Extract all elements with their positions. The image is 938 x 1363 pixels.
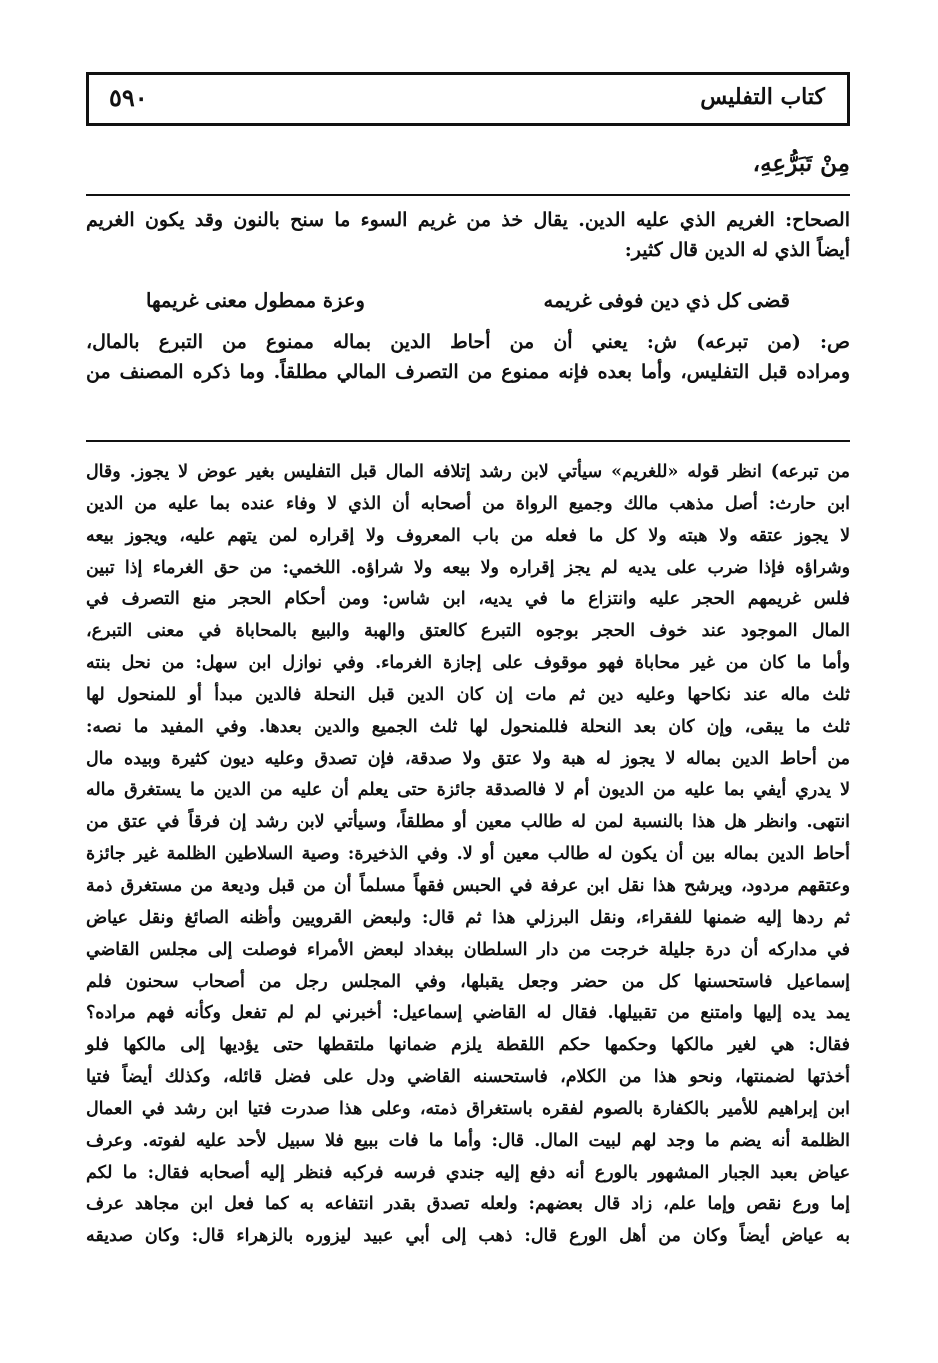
commentary-line: وأما ما كان من غير محاباة فهو موقوف على إجازة الغرماء. وفي نوازل ابن سهل: من نحل بنته	[86, 653, 850, 674]
commentary-line: إسماعيل فاستحسنها كل من حضر وجعل يقبلها، وفي المجلس رجل من أصحاب سحنون فلم	[86, 971, 850, 992]
commentary-line: فلس غريمهم الحجر عليه وانتزاع ما في يديه، ابن شاس: ومن أحكام الحجر منع التصرف في	[86, 589, 850, 610]
commentary-line: وشراؤه فإذا ضرب على يديه لم يجز إقراره ولا بيعه ولا شراؤه. اللخمي: من حق الغرماء إذا تبين	[86, 557, 850, 578]
commentary-line: المال الموجود عند خوف الحجر بوجوه التبرع كالعتق والهبة والبيع بالمحاباة في معنى التبرع،	[86, 621, 850, 642]
text-line: أيضاً الذي له الدين قال كثير:	[624, 239, 850, 261]
commentary-line: ثلث ماله عند نكاحها وعليه دين ثم مات إن كان الدين قبل النحلة فالدين مبدأ أو للمنحول لها	[86, 684, 850, 705]
commentary-line: به عياض أيضاً وكان من أهل الورع قال: ذهب إلى أبي عبيد ليزوره بالزهراء قال: وكان صديقه	[86, 1226, 850, 1247]
commentary-line: ثلث ما يبقى، وإن كان بعد النحلة فللمنحول لها ثلث الجميع والدين بعدها. وفي المفيد ما نصه:	[86, 716, 850, 737]
verse-hemistich-second: وعزة ممطول معنى غريمها	[146, 289, 365, 312]
matn-label: ص: (من تبرعه) ش:	[646, 331, 850, 353]
commentary-body	[86, 457, 850, 1253]
commentary-line: لا يجوز عتقه ولا هبته ولا كل ما فعله من باب المعروف ولا إقراره لمن يتهم عليه، ويجوز بيعه	[86, 525, 850, 546]
poetry-verse	[86, 289, 850, 312]
commentary-line: ابن حارث: أصل مذهب مالك وجميع الرواة من أصحابه أن الذي لا وفاء عنده بما عليه من الدين	[86, 493, 850, 514]
commentary-line: انتهى. وانظر هل هذا بالنسبة لمن له طالب معين أو مطلقاً، وسيأتي لابن رشد إن فرقاً في عتق من	[86, 812, 850, 833]
text-line	[86, 327, 850, 357]
commentary-line: لا يدري أيفي بما عليه من الديون أم لا فالصدقة جائزة حتى يعلم أن عليه من الدين ما يستغرق ماله	[86, 780, 850, 801]
commentary-line: الظلمة أنه يضم ما وجد لهم لبيت المال. قال: وأما ما فات ببيع فلا سبيل لأحد عليه لفوته. وعرف	[86, 1130, 850, 1151]
main-text-fragment: مِنْ تَبَرُّعِهِ،	[752, 150, 850, 177]
sharh-text: يعني أن من أحاط الدين بماله ممنوع من التبرع بالمال،	[86, 331, 628, 353]
sihah-note	[86, 205, 850, 265]
commentary-line: من أحاط الدين بماله لا يجوز له هبة ولا عتق ولا صدقة، فإن تصدق وعليه ديون كثيرة وبيده مال	[86, 748, 850, 769]
commentary-line: في مداركه أن درة جليلة خرجت من دار السلطان ببغداد لبعض الأمراء فوصلت إلى مجلس القاضي	[86, 939, 850, 960]
commentary-line: أحاط الدين بماله بين أن يكون له طالب معين أو لا. وفي الذخيرة: وصية السلاطين الظلمة غير جائزة	[86, 844, 850, 865]
text-line: ومراده قبل التفليس، وأما بعده فإنه ممنوع من التصرف المالي مطلقاً. وما ذكره المصنف من	[86, 361, 850, 383]
commentary-line: ثم ردها إليه ضمنها للفقراء، ونقل البرزلي هذا ثم قال: ولبعض القرويين وأظنه الصائغ ونقل عياض	[86, 907, 850, 928]
commentary-line: وعتقهم مردود، ويرشح هذا نقل ابن عرفة في الحبس فقهاً مسلماً أن من قبل وديعة من مستغرق ذمة	[86, 875, 850, 896]
commentary-line: فقال: هي لغير مالكها وحكمها حكم اللقطة يلزم ضمانها ملتقطها حتى يؤديها إلى مالكها فلو	[86, 1035, 850, 1056]
commentary-line: عياض بعبد الجبار المشهور بالورع أنه دفع إليه جندي فرسه فركبه فنظر إليه أصحابه فقال: ما لكم	[86, 1162, 850, 1183]
commentary-line: أخذتها لضمنتها، ونحو هذا من الكلام، فاستحسنه القاضي ودل على فضل قائله، وكذلك أيضاً فتيا	[86, 1067, 850, 1088]
divider-top	[86, 194, 850, 196]
commentary-line: من تبرعه) انظر قوله «للغريم» سيأتي لابن رشد إتلافه المال قبل التفليس بغير عوض لا يجوز. وقال	[86, 462, 850, 482]
page-header	[86, 72, 850, 126]
page-number: ٥٩٠	[109, 83, 148, 112]
chapter-title: كتاب التفليس	[700, 84, 825, 110]
commentary-line: إما ورع نقص وإما علم، زاد قال بعضهم: ولعله تصدق بقدر انتفاعه به كما فعل ابن مجاهد عرف	[86, 1194, 850, 1215]
text-line: الصحاح: الغريم الذي عليه الدين. يقال خذ من غريم السوء ما سنح بالنون وقد يكون الغريم	[86, 209, 850, 231]
commentary-line: ابن إبراهيم للأمير بالكفارة بالصوم لفقره باستغراق ذمته، وعلى هذا صدرت فتيا ابن رشد في العمال	[86, 1098, 850, 1119]
commentary-line: يمد يده إليها وامتنع من تقبيلها. فقال له القاضي إسماعيل: أخبرني لم لم تفعل وكأنه فهم مراده؟	[86, 1003, 850, 1024]
divider-footnote	[86, 440, 850, 442]
sharh-section	[86, 327, 850, 387]
verse-hemistich-first: قضى كل ذي دين فوفى غريمه	[543, 289, 790, 312]
